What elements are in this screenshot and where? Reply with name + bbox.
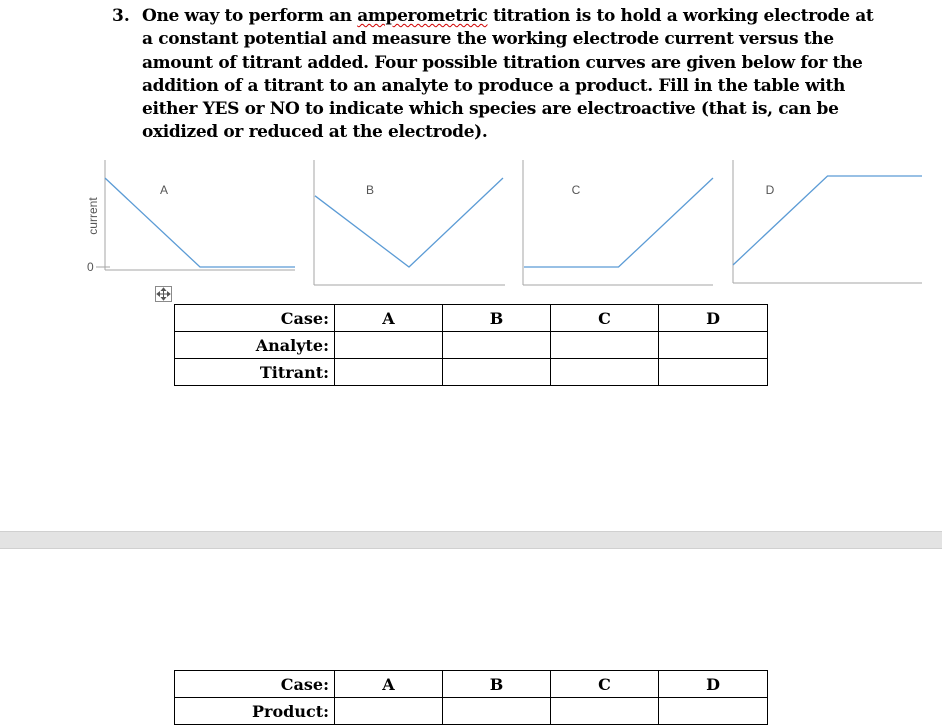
product-row-label: Product: <box>175 698 335 725</box>
case-b-header: B <box>443 305 551 332</box>
panel-a-curve <box>105 178 295 267</box>
panel-c-curve <box>524 178 713 267</box>
titration-curves-chart[interactable] <box>0 0 942 310</box>
text-cursor <box>767 365 768 385</box>
table-row-product <box>175 698 768 725</box>
question-text-start: One way to perform an <box>142 6 358 26</box>
case-header-label: Case: <box>175 671 335 698</box>
panel-b-curve <box>315 178 503 267</box>
table-header-row <box>175 671 768 698</box>
table-row-titrant <box>175 359 768 386</box>
analyte-d-cell[interactable] <box>659 332 768 359</box>
panel-b-label: B <box>365 183 375 197</box>
table-row-analyte <box>175 332 768 359</box>
spellcheck-word[interactable]: amperometric <box>357 6 488 26</box>
electroactive-table-2 <box>174 670 768 725</box>
move-icon <box>156 287 171 301</box>
case-a-header: A <box>335 671 443 698</box>
panel-c-label: C <box>571 183 581 197</box>
titrant-c-cell[interactable] <box>551 359 659 386</box>
case-c-header: C <box>551 671 659 698</box>
analyte-b-cell[interactable] <box>443 332 551 359</box>
y-axis-label: current <box>86 197 100 235</box>
table-header-row <box>175 305 768 332</box>
case-d-header: D <box>659 671 768 698</box>
product-c-cell[interactable] <box>551 698 659 725</box>
panel-d-curve <box>733 176 922 265</box>
analyte-row-label: Analyte: <box>175 332 335 359</box>
titrant-b-cell[interactable] <box>443 359 551 386</box>
panel-a-label: A <box>159 183 169 197</box>
titrant-d-cell[interactable] <box>659 359 768 386</box>
page-break-gap <box>0 531 942 549</box>
titrant-row-label: Titrant: <box>175 359 335 386</box>
y-zero-tick-label: 0 <box>87 260 94 274</box>
case-c-header: C <box>551 305 659 332</box>
product-b-cell[interactable] <box>443 698 551 725</box>
table-move-handle[interactable] <box>155 286 172 302</box>
titrant-a-cell[interactable] <box>335 359 443 386</box>
question-number: 3. <box>112 6 130 26</box>
case-b-header: B <box>443 671 551 698</box>
question-text-end: titration is to hold a working electrode at a constant potential and measure the working electrode current versus the amount of titrant added. Four possible titration curves are given below for the addition of a titrant to an analyte to produce a product. Fill in the table with either YES or NO to indicate which species are electroactive (that is, can be oxidized or reduced at the electrode). <box>142 6 874 143</box>
electroactive-table-1 <box>174 304 768 386</box>
product-a-cell[interactable] <box>335 698 443 725</box>
product-d-cell[interactable] <box>659 698 768 725</box>
analyte-c-cell[interactable] <box>551 332 659 359</box>
panel-d-label: D <box>765 183 775 197</box>
analyte-a-cell[interactable] <box>335 332 443 359</box>
case-a-header: A <box>335 305 443 332</box>
case-d-header: D <box>659 305 768 332</box>
case-header-label: Case: <box>175 305 335 332</box>
